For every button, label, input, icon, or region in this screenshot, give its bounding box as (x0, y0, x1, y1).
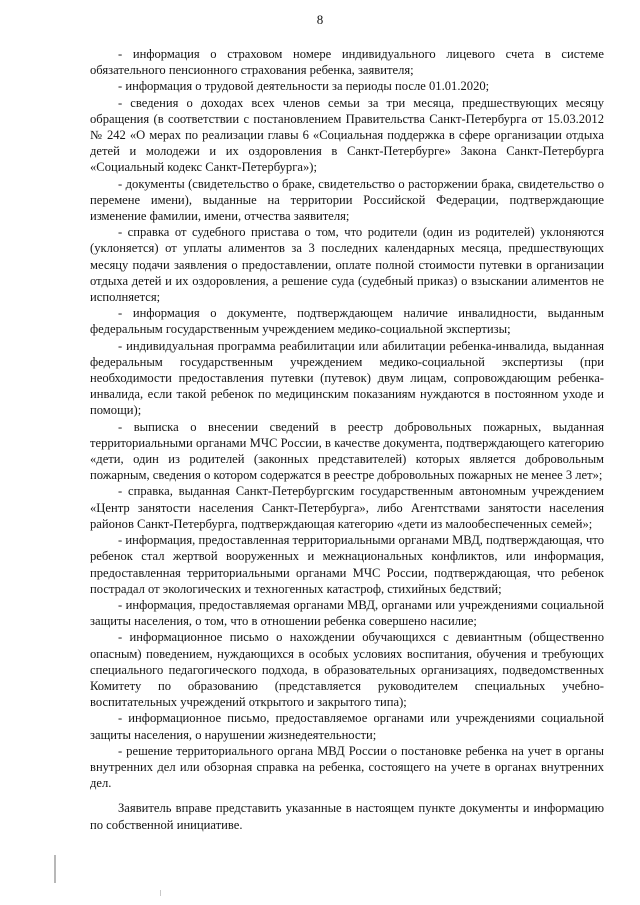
list-item-bailiff-certificate: - справка от судебного пристава о том, что родители (один из родителей) уклоняются (уклоняется) от уплаты алиментов за 3 последних календарных месяца, предшествующих месяцу подачи заявления о предоставлении, оплате полной стоимости путевки в организации отдыха детей и их оздоровления, а решение суда (судебный приказ) о взыскании алиментов не исполняется; (90, 225, 604, 305)
list-item-social-protection-letter: - информационное письмо, предоставляемое органами или учреждениями социальной защиты населения, о нарушении жизнедеятельности; (90, 711, 604, 742)
list-item-work-history: - информация о трудовой деятельности за периоды после 01.01.2020; (118, 79, 490, 94)
list-item-violence-info: - информация, предоставляемая органами МВД, органами или учреждениями социальной защиты населения, о том, что в отношении ребенка совершено насилие; (90, 597, 604, 629)
list-item-employment-center-certificate: - справка, выданная Санкт-Петербургским государственным автономным учреждением «Центр занятости населения Санкт-Петербурга», либо Агентствами занятости населения районов Санкт-Петербурга, подтверждающая категорию «дети из малообеспеченных семей»; (90, 484, 604, 531)
list-item-rehabilitation-program: - индивидуальная программа реабилитации или абилитации ребенка-инвалида, выданная федеральным государственным учреждением медико-социальной экспертизы (при необходимости предоставления путевки (путевок) двум лицам, сопровождающим ребенка-инвалида, если такой ребенок по медицинским показаниям нуждаются в постоянном уходе и помощи); (90, 338, 604, 418)
list-item-police-registration: - решение территориального органа МВД России о постановке ребенка на учет в органы внутренних дел или обзорная справка на ребенка, состоящего на учете в органах внутренних дел. (90, 743, 604, 791)
closing-paragraph: Заявитель вправе представить указанные в настоящем пункте документы и информацию по собственной инициативе. (90, 801, 604, 832)
list-item-snils: - информация о страховом номере индивидуального лицевого счета в системе обязательного пенсионного страхования ребенка, заявителя; (90, 47, 604, 78)
document-body (90, 46, 604, 833)
list-item-family-income: - сведения о доходах всех членов семьи за три месяца, предшествующих месяцу обращения (в соответствии с постановлением Правительства Санкт-Петербурга от 15.03.2012 № 242 «О мерах по реализации главы 6 «Социальная поддержка в сфере организации отдыха детей и молодежи и их оздоровления в Санкт-Петербурге» Закона Санкт-Петербурга «Социальный кодекс Санкт-Петербурга»); (90, 95, 604, 175)
list-item-armed-conflict-info: - информация, предоставленная территориальными органами МВД, подтверждающая, что ребенок стал жертвой вооруженных и межнациональных конфликтов, или информация, предоставленная территориальными органами МЧС России, подтверждающая, что ребенок пострадал от экологических и техногенных катастроф, стихийных бедствий; (90, 533, 604, 596)
list-item-deviant-behavior-letter: - информационное письмо о нахождении обучающихся с девиантным (общественно опасным) поведением, нуждающихся в особых условиях воспитания, обучения и требующих специального педагогического подхода, в образовательных организациях, подведомственных Комитету по образованию (представляется руководителем специальных учебно-воспитательных учреждений открытого и закрытого типа); (90, 630, 604, 710)
list-item-volunteer-firefighter: - выписка о внесении сведений в реестр добровольных пожарных, выданная территориальными органами МЧС России, в качестве документа, подтверждающего категорию «дети, один из родителей (законных представителей) которых является добровольным пожарным, сведения о котором содержатся в реестре добровольных пожарных не менее 3 лет»; (90, 419, 604, 483)
page-number: 8 (316, 12, 324, 27)
list-item-name-change-documents: - документы (свидетельство о браке, свидетельство о расторжении брака, свидетельство о перемене имени), выданные на территории Российской Федерации, подтверждающие изменение фамилии, имени, отчества заявителя; (90, 176, 604, 224)
scan-artifact (160, 890, 161, 896)
scan-artifact (54, 855, 56, 883)
list-item-disability-info: - информация о документе, подтверждающем наличие инвалидности, выданным федеральным государственным учреждением медико-социальной экспертизы; (90, 306, 604, 337)
